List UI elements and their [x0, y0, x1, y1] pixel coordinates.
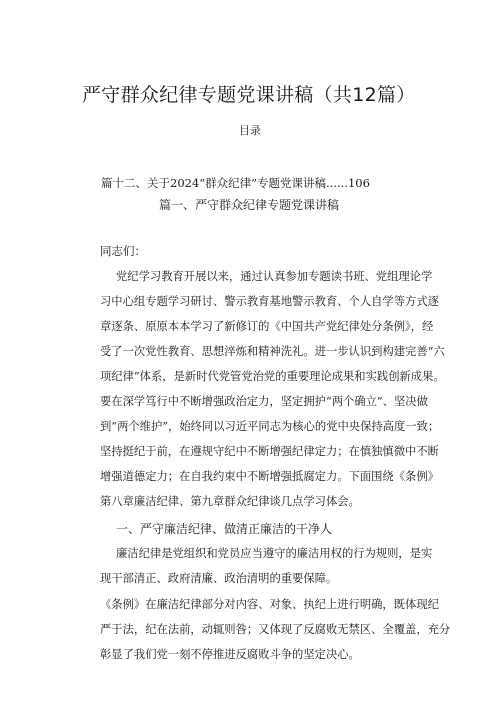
paragraph-line: 现干部清正、政府清廉、政治清明的重要保障。 [100, 572, 338, 585]
paragraph-line: 第八章廉洁纪律、第九章群众纪律谈几点学习体会。 [100, 495, 360, 508]
paragraph-line: 章逐条、原原本本学习了新修订的《中国共产党纪律处分条例》，经 [100, 320, 434, 333]
paragraph-line: 党纪学习教育开展以来，通过认真参加专题读书班、党组理论学 [116, 270, 433, 283]
paragraph-line: 坚持挺纪于前，在遵规守纪中不断增强纪律定力；在慎独慎微中不断 [100, 445, 439, 458]
paragraph-line: 廉洁纪律是党组织和党员应当遵守的廉洁用权的行为规则，是实 [116, 547, 433, 560]
paragraph-line: 受了一次党性教育、思想淬炼和精神洗礼。进一步认识到构建完善“六 [100, 345, 445, 358]
paragraph-line: 彰显了我们党一刻不停推进反腐败斗争的坚定决心。 [100, 648, 360, 661]
paragraph-line: 严于法，纪在法前，动辄则咎；又体现了反腐败无禁区、全覆盖，充分 [100, 623, 451, 636]
paragraph-line: 增强道德定力；在自我约束中不断增强抵腐定力。下面围绕《条例》 [100, 470, 439, 483]
paragraph-line: 要在深学笃行中不断增强政治定力，坚定拥护“两个确立”、坚决做 [100, 395, 428, 408]
section-heading: 一、严守廉洁纪律、做清正廉洁的干净人 [116, 522, 333, 536]
paragraph-line: 《条例》在廉洁纪律部分对内容、对象、执纪上进行明确，既体现纪 [100, 598, 439, 611]
toc-entry: 篇一、严守群众纪律专题党课讲稿 [159, 198, 340, 212]
paragraph-line: 到“两个维护”，始终同以习近平同志为核心的党中央保持高度一致； [100, 420, 440, 433]
toc-entry: 篇十二、关于2024“群众纪律”专题党课讲稿......106 [101, 176, 370, 190]
salutation: 同志们： [100, 244, 146, 258]
document-title: 严守群众纪律专题党课讲稿（共12篇） [82, 84, 416, 106]
toc-heading: 目录 [239, 124, 261, 137]
paragraph-line: 项纪律”体系，是新时代党管党治党的重要理论成果和实践创新成果。 [100, 370, 445, 383]
paragraph-line: 习中心组专题学习研讨、警示教育基地警示教育、个人自学等方式逐 [100, 295, 439, 308]
